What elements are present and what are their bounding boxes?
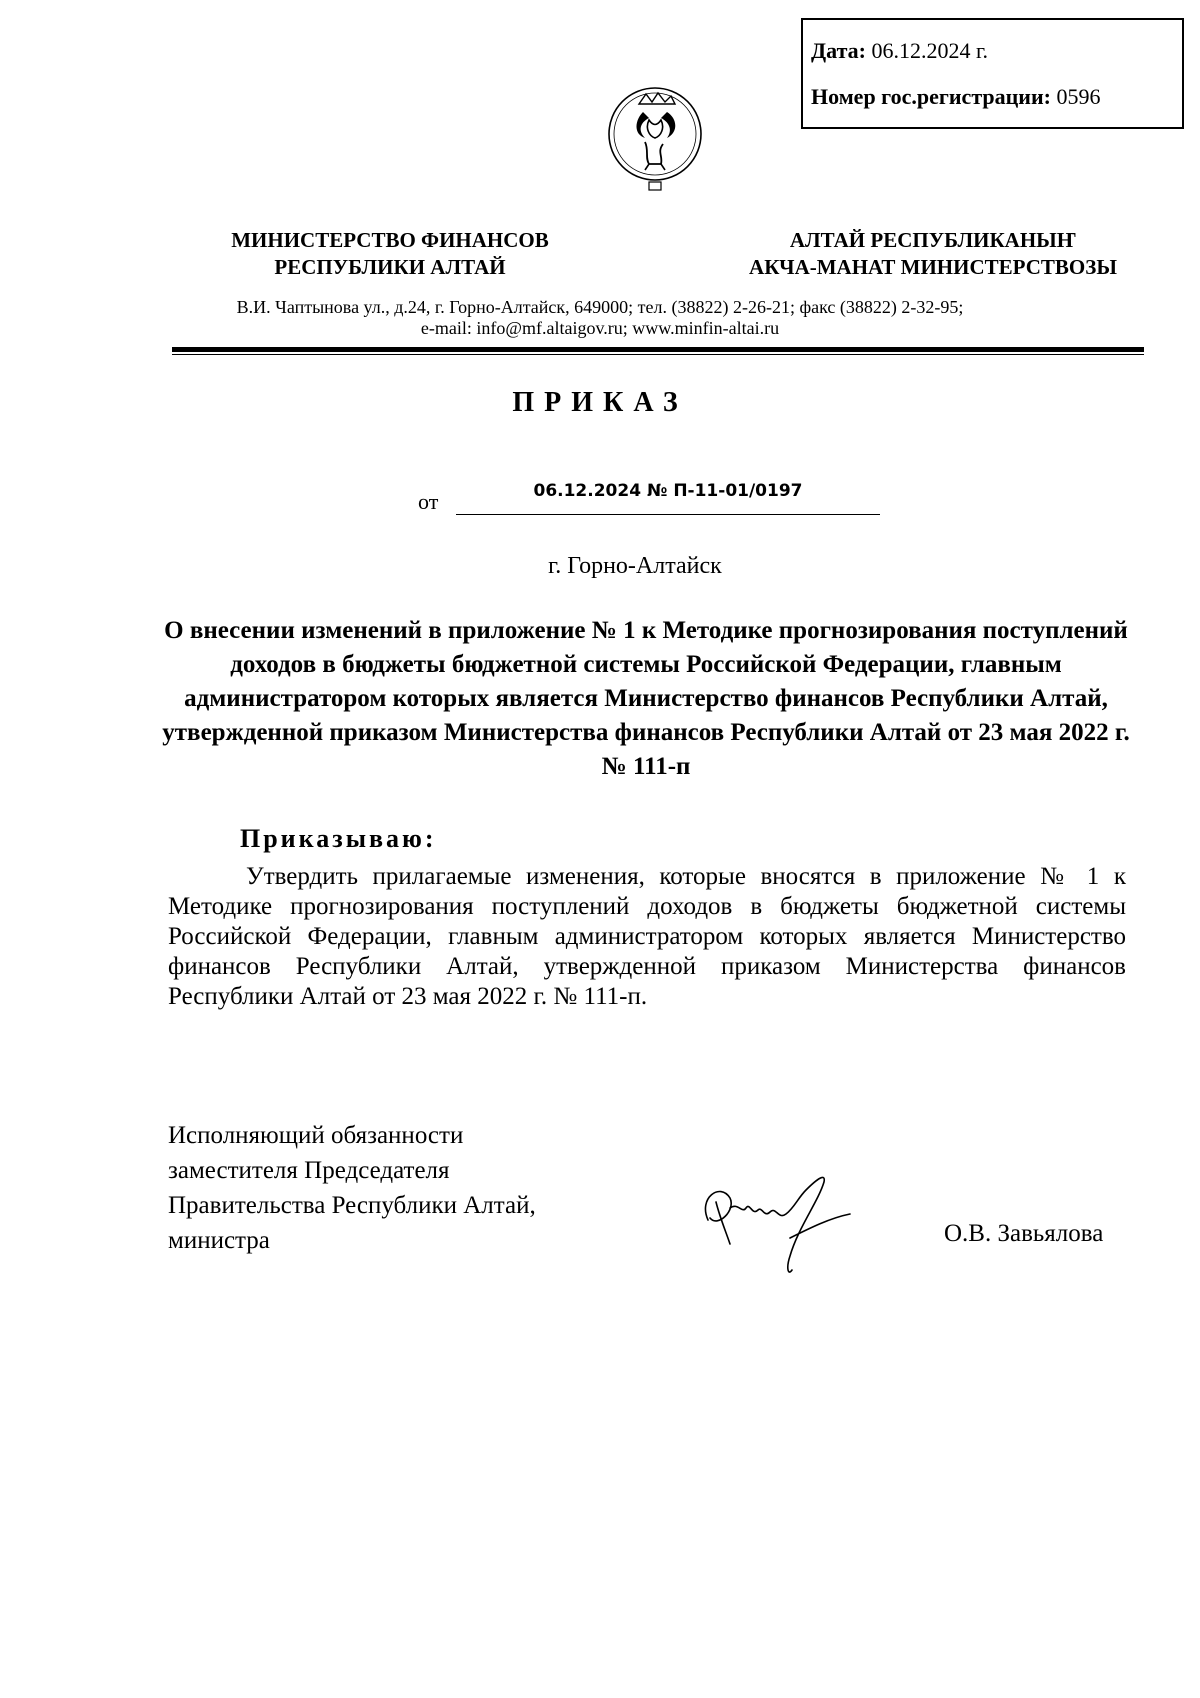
registration-number-value: 0596: [1056, 84, 1101, 109]
order-city: г. Горно-Алтайск: [548, 553, 722, 579]
signer-title-line2: заместителя Председателя: [168, 1157, 450, 1184]
registration-date-value: 06.12.2024 г.: [871, 38, 989, 63]
ministry-name-ru-line2: РЕСПУБЛИКИ АЛТАЙ: [274, 255, 506, 279]
registration-number-label: Номер гос.регистрации:: [811, 84, 1051, 109]
ministry-name-ru: [190, 227, 590, 281]
ministry-name-altai: [718, 227, 1148, 281]
orders-label: Приказываю:: [240, 824, 437, 853]
registration-date-label: Дата:: [811, 38, 866, 63]
order-heading: О внесении изменений в приложение № 1 к Методике прогнозирования поступлений доходов в бюджеты бюджетной системы Российской Федерации, главным администратором которых является Министерство финансов Республики Алтай, утвержденной приказом Министерства финансов Республики Алтай от 23 мая 2022 г. № 111-п: [162, 617, 1130, 780]
coat-of-arms-icon: [605, 82, 705, 200]
handwritten-signature: [690, 1158, 910, 1280]
ministry-name-altai-line2: АКЧА-МАНАТ МИНИСТЕРСТВОЗЫ: [749, 255, 1117, 279]
registration-number: [811, 84, 1100, 110]
header-divider-thin: [172, 354, 1144, 355]
order-title: ПРИКАЗ: [512, 387, 688, 418]
address-line: В.И. Чаптынова ул., д.24, г. Горно-Алтайск, 649000; тел. (38822) 2-26-21; факс (38822) 2-32-95;: [236, 297, 964, 317]
order-body: Утвердить прилагаемые изменения, которые вносятся в приложение № 1 к Методике прогнозирования поступлений доходов в бюджеты бюджетной системы Российской Федерации, главным администратором которых является Министерство финансов Республики Алтай, утвержденной приказом Министерства финансов Республики Алтай от 23 мая 2022 г. № 111-п.: [168, 863, 1126, 1010]
ministry-name-altai-line1: АЛТАЙ РЕСПУБЛИКАНЫҤ: [789, 228, 1077, 252]
signer-title-line3: Правительства Республики Алтай,: [168, 1192, 536, 1219]
registration-date: [811, 38, 988, 64]
signer-title: [168, 1118, 536, 1258]
signer-title-line1: Исполняющий обязанности: [168, 1122, 464, 1149]
ministry-name-ru-line1: МИНИСТЕРСТВО ФИНАНСОВ: [231, 228, 549, 252]
registration-box: [801, 18, 1184, 129]
order-number: 06.12.2024 № П-11-01/0197: [533, 481, 803, 501]
signer-name: О.В. Завьялова: [944, 1220, 1104, 1247]
signer-title-line4: министра: [168, 1227, 270, 1254]
order-from-label: от: [418, 489, 439, 514]
order-number-underline: [456, 514, 880, 515]
header-divider-thick: [172, 347, 1144, 352]
contacts-line: e-mail: info@mf.altaigov.ru; www.minfin-altai.ru: [420, 318, 780, 338]
